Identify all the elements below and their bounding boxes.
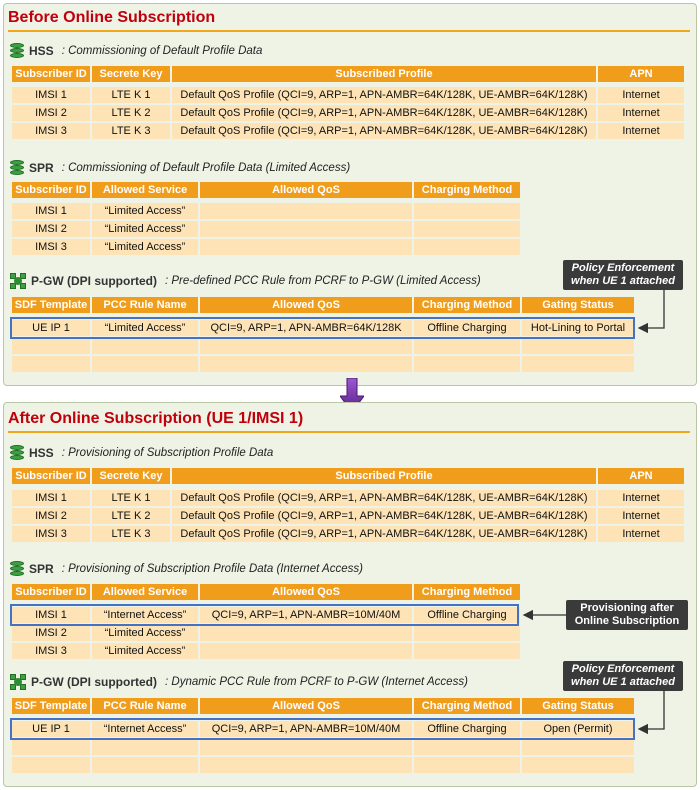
table-cell: LTE K 2 xyxy=(92,105,170,121)
after-policy-callout xyxy=(563,661,683,691)
before-pgw-name: P-GW (DPI supported) xyxy=(31,274,157,288)
col-charging-method: Charging Method xyxy=(414,584,520,600)
after-pgw-header xyxy=(12,698,636,714)
before-hss-header xyxy=(12,66,686,82)
col-allowed-qos: Allowed QoS xyxy=(200,584,412,600)
table-row xyxy=(12,526,686,542)
table-cell xyxy=(92,338,198,354)
after-spr-section xyxy=(10,560,363,578)
gateway-icon xyxy=(10,674,26,690)
col-charging-method: Charging Method xyxy=(414,297,520,313)
table-cell xyxy=(92,739,198,755)
before-pgw-header xyxy=(12,297,636,313)
table-cell xyxy=(414,356,520,372)
table-cell: “Internet Access” xyxy=(92,607,198,623)
table-cell: IMSI 1 xyxy=(12,203,90,219)
table-cell xyxy=(12,356,90,372)
table-cell xyxy=(522,338,634,354)
before-spr-header xyxy=(12,182,522,198)
table-cell xyxy=(200,203,412,219)
col-charging-method: Charging Method xyxy=(414,182,520,198)
table-row xyxy=(12,123,686,139)
after-spr-desc: : Provisioning of Subscription Profile Data (Internet Access) xyxy=(61,563,363,575)
table-cell: IMSI 3 xyxy=(12,526,90,542)
col-allowed-qos: Allowed QoS xyxy=(200,182,412,198)
table-cell: Internet xyxy=(598,490,684,506)
callout-line: Provisioning after xyxy=(580,602,674,614)
table-row xyxy=(12,221,522,237)
after-pgw-desc: : Dynamic PCC Rule from PCRF to P-GW (Internet Access) xyxy=(165,676,468,688)
table-cell: IMSI 1 xyxy=(12,87,90,103)
table-cell xyxy=(12,338,90,354)
table-cell xyxy=(200,643,412,659)
before-title-underline xyxy=(8,30,690,32)
col-subscriber-id: Subscriber ID xyxy=(12,468,90,484)
table-cell: “Internet Access” xyxy=(92,721,198,737)
table-cell: “Limited Access” xyxy=(92,203,198,219)
after-pgw-name: P-GW (DPI supported) xyxy=(31,675,157,689)
table-row xyxy=(12,239,522,255)
table-row xyxy=(12,508,686,524)
table-cell: IMSI 3 xyxy=(12,643,90,659)
table-row xyxy=(12,203,522,219)
table-cell xyxy=(414,739,520,755)
after-hss-name: HSS xyxy=(29,446,54,460)
database-icon xyxy=(10,445,24,461)
table-cell: LTE K 3 xyxy=(92,123,170,139)
before-pgw-desc: : Pre-defined PCC Rule from PCRF to P-GW (Limited Access) xyxy=(165,275,481,287)
before-title: Before Online Subscription xyxy=(8,9,216,26)
before-hss-name: HSS xyxy=(29,44,54,58)
callout-line: when UE 1 attached xyxy=(571,275,675,287)
table-cell: “Limited Access” xyxy=(92,643,198,659)
table-cell: Internet xyxy=(598,123,684,139)
table-cell: UE IP 1 xyxy=(12,721,90,737)
table-cell xyxy=(92,757,198,773)
col-apn: APN xyxy=(598,468,684,484)
table-cell: LTE K 2 xyxy=(92,508,170,524)
table-cell xyxy=(200,625,412,641)
table-cell xyxy=(414,338,520,354)
table-cell xyxy=(200,356,412,372)
col-charging-method: Charging Method xyxy=(414,698,520,714)
table-cell: Internet xyxy=(598,87,684,103)
table-cell xyxy=(200,221,412,237)
col-subscribed-profile: Subscribed Profile xyxy=(172,468,596,484)
table-cell: Offline Charging xyxy=(414,320,520,336)
after-title-underline xyxy=(8,431,690,433)
table-cell xyxy=(200,239,412,255)
table-cell: UE IP 1 xyxy=(12,320,90,336)
table-cell xyxy=(200,757,412,773)
table-cell: Default QoS Profile (QCI=9, ARP=1, APN-AMBR=64K/128K, UE-AMBR=64K/128K) xyxy=(172,526,596,542)
before-pgw-section xyxy=(10,272,481,290)
before-hss-desc: : Commissioning of Default Profile Data xyxy=(61,45,263,57)
table-cell xyxy=(522,356,634,372)
col-pcc-rule-name: PCC Rule Name xyxy=(92,297,198,313)
table-cell xyxy=(414,221,520,237)
table-row xyxy=(12,757,636,773)
table-cell: Internet xyxy=(598,526,684,542)
col-secrete-key: Secrete Key xyxy=(92,66,170,82)
before-policy-callout xyxy=(563,260,683,290)
table-cell xyxy=(12,739,90,755)
table-cell: LTE K 3 xyxy=(92,526,170,542)
table-cell: IMSI 2 xyxy=(12,221,90,237)
table-cell: LTE K 1 xyxy=(92,490,170,506)
table-cell: IMSI 2 xyxy=(12,105,90,121)
table-cell xyxy=(414,757,520,773)
after-hss-desc: : Provisioning of Subscription Profile Data xyxy=(61,447,274,459)
table-cell xyxy=(414,203,520,219)
table-cell: Open (Permit) xyxy=(522,721,634,737)
col-gating-status: Gating Status xyxy=(522,297,634,313)
table-cell xyxy=(414,239,520,255)
col-secrete-key: Secrete Key xyxy=(92,468,170,484)
table-row xyxy=(12,739,636,755)
table-cell: IMSI 3 xyxy=(12,123,90,139)
database-icon xyxy=(10,43,24,59)
table-row xyxy=(12,338,636,354)
table-cell: Hot-Lining to Portal xyxy=(522,320,634,336)
after-spr-name: SPR xyxy=(29,562,54,576)
database-icon xyxy=(10,160,24,176)
table-cell: IMSI 2 xyxy=(12,625,90,641)
table-cell: QCI=9, ARP=1, APN-AMBR=10M/40M xyxy=(200,721,412,737)
col-subscriber-id: Subscriber ID xyxy=(12,66,90,82)
col-subscriber-id: Subscriber ID xyxy=(12,584,90,600)
after-provisioning-callout xyxy=(566,600,688,630)
table-cell xyxy=(200,338,412,354)
before-spr-desc: : Commissioning of Default Profile Data (Limited Access) xyxy=(61,162,351,174)
table-row xyxy=(12,105,686,121)
table-cell: “Limited Access” xyxy=(92,239,198,255)
database-icon xyxy=(10,561,24,577)
gateway-icon xyxy=(10,273,26,289)
col-sdf-template: SDF Template xyxy=(12,698,90,714)
col-sdf-template: SDF Template xyxy=(12,297,90,313)
callout-line: when UE 1 attached xyxy=(571,676,675,688)
table-cell: QCI=9, ARP=1, APN-AMBR=10M/40M xyxy=(200,607,412,623)
col-subscribed-profile: Subscribed Profile xyxy=(172,66,596,82)
after-hss-section xyxy=(10,444,273,462)
table-cell xyxy=(92,356,198,372)
col-apn: APN xyxy=(598,66,684,82)
before-pgw-highlight xyxy=(10,317,635,339)
table-cell xyxy=(12,757,90,773)
table-cell: IMSI 3 xyxy=(12,239,90,255)
table-row xyxy=(12,625,522,641)
before-spr-section xyxy=(10,159,350,177)
callout-line: Policy Enforcement xyxy=(571,663,675,675)
col-gating-status: Gating Status xyxy=(522,698,634,714)
table-cell: IMSI 1 xyxy=(12,490,90,506)
col-subscriber-id: Subscriber ID xyxy=(12,182,90,198)
after-spr-highlight xyxy=(10,604,519,626)
table-cell: Internet xyxy=(598,105,684,121)
table-cell xyxy=(414,625,520,641)
table-cell: Default QoS Profile (QCI=9, ARP=1, APN-AMBR=64K/128K, UE-AMBR=64K/128K) xyxy=(172,123,596,139)
after-spr-header xyxy=(12,584,522,600)
table-cell: Default QoS Profile (QCI=9, ARP=1, APN-AMBR=64K/128K, UE-AMBR=64K/128K) xyxy=(172,87,596,103)
table-cell: “Limited Access” xyxy=(92,625,198,641)
after-pgw-section xyxy=(10,673,468,691)
table-row xyxy=(12,87,686,103)
table-cell: Internet xyxy=(598,508,684,524)
table-cell: IMSI 2 xyxy=(12,508,90,524)
table-cell: LTE K 1 xyxy=(92,87,170,103)
col-allowed-service: Allowed Service xyxy=(92,182,198,198)
col-pcc-rule-name: PCC Rule Name xyxy=(92,698,198,714)
table-cell: QCI=9, ARP=1, APN-AMBR=64K/128K xyxy=(200,320,412,336)
table-cell: Default QoS Profile (QCI=9, ARP=1, APN-AMBR=64K/128K, UE-AMBR=64K/128K) xyxy=(172,490,596,506)
col-allowed-service: Allowed Service xyxy=(92,584,198,600)
before-hss-section xyxy=(10,42,262,60)
table-row xyxy=(12,490,686,506)
table-cell xyxy=(200,739,412,755)
table-cell: Default QoS Profile (QCI=9, ARP=1, APN-AMBR=64K/128K, UE-AMBR=64K/128K) xyxy=(172,105,596,121)
before-spr-name: SPR xyxy=(29,161,54,175)
table-row xyxy=(12,356,636,372)
after-title: After Online Subscription (UE 1/IMSI 1) xyxy=(8,410,304,427)
table-cell: “Limited Access” xyxy=(92,320,198,336)
table-cell: Offline Charging xyxy=(414,607,520,623)
col-allowed-qos: Allowed QoS xyxy=(200,297,412,313)
after-pgw-highlight xyxy=(10,718,635,740)
callout-line: Online Subscription xyxy=(574,615,680,627)
col-allowed-qos: Allowed QoS xyxy=(200,698,412,714)
table-row xyxy=(12,643,522,659)
table-cell xyxy=(522,757,634,773)
table-cell: Offline Charging xyxy=(414,721,520,737)
after-hss-header xyxy=(12,468,686,484)
table-cell xyxy=(522,739,634,755)
callout-line: Policy Enforcement xyxy=(571,262,675,274)
table-cell xyxy=(414,643,520,659)
table-cell: Default QoS Profile (QCI=9, ARP=1, APN-AMBR=64K/128K, UE-AMBR=64K/128K) xyxy=(172,508,596,524)
table-cell: “Limited Access” xyxy=(92,221,198,237)
table-cell: IMSI 1 xyxy=(12,607,90,623)
